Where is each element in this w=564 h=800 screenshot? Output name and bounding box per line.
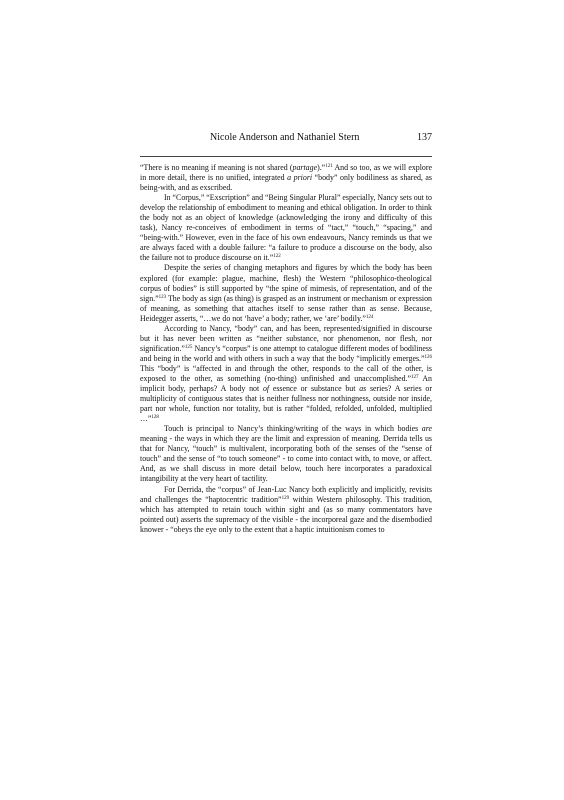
text-run: series? A series or multiplicity of contiguous states that is neither fullness nor nothingness, outside nor inside, part nor whole, function nor totality, but is rather “folded, refolded, unfolded, multiplied …” bbox=[140, 384, 432, 424]
text-run: within Western philosophy. This tradition, which has attempted to retain touch within sight and (as so many commentators have pointed out) asserts the supremacy of the visible - the incorporeal gaze and the disembodied knower - “obeys the eye only to the extent that a haptic intuitionism comes to bbox=[140, 494, 432, 534]
text-run: Despite the series of changing metaphors and figures by which the body has been explored (for example: plague, machine, flesh) the Western “philosophico-theological corpus of bodies” is still supported by “the spine of mimesis, of representation, and of the sign.” bbox=[140, 263, 432, 303]
footnote-ref: 128 bbox=[151, 415, 159, 421]
footnote-ref: 129 bbox=[281, 495, 290, 501]
text-run: ).” bbox=[317, 163, 326, 172]
running-head: Nicole Anderson and Nathaniel Stern bbox=[210, 132, 360, 143]
paragraph bbox=[140, 324, 432, 424]
text-run: An implicit body, perhaps? A body not bbox=[140, 373, 432, 394]
paragraph bbox=[140, 263, 432, 323]
text-run: This “body” is “affected in and through the other, responds to the call of the other, is exposed to the other, as something (no-thing) unfinished and unaccomplished.” bbox=[140, 363, 432, 383]
footnote-ref: 125 bbox=[184, 344, 193, 350]
paragraph bbox=[140, 193, 432, 263]
text-run: According to Nancy, “body” can, and has been, represented/signified in discourse but it has never been written as “neither substance, nor phenomenon, nor flesh, nor signification.” bbox=[140, 323, 432, 353]
page-header bbox=[140, 132, 432, 148]
header-rule bbox=[140, 156, 432, 157]
text-run: Touch is principal to Nancy’s thinking/writing of the ways in which bodies bbox=[164, 424, 422, 434]
footnote-ref: 121 bbox=[325, 164, 333, 169]
text-run: essence or substance but bbox=[269, 384, 360, 394]
paragraph bbox=[140, 424, 432, 484]
text-run: In “Corpus,” “Exscription” and “Being Singular Plural” especially, Nancy sets out to develop the relationship of embodiment to meaning and ethical obligation. In order to think the body not as an object of knowledge (acknowledging the irony and difficulty of this task), Nancy re-conceives of embodiment in terms of “tact,” “touch,” “spacing,” and “being-with.” However, even in the face of his own endeavours, Nancy reminds us that we are always faced with a double failure: “a failure to produce a discourse on the body, also the failure not to produce discourse on it.” bbox=[140, 193, 432, 263]
italic-text: of bbox=[262, 384, 270, 394]
footnote-ref: 126 bbox=[424, 354, 432, 360]
italic-text: a priori bbox=[287, 173, 313, 183]
page-number: 137 bbox=[417, 132, 432, 143]
italic-text: as bbox=[359, 384, 367, 394]
text-run: And so too, as we will explore in more detail, there is no unified, integrated bbox=[140, 163, 432, 183]
body-text bbox=[140, 163, 432, 535]
italic-text: partage bbox=[292, 163, 318, 172]
italic-text: are bbox=[421, 424, 432, 434]
text-run: “body” only bodiliness as shared, as being-with, and as exscribed. bbox=[140, 173, 432, 193]
paragraph bbox=[140, 485, 432, 535]
footnote-ref: 122 bbox=[273, 254, 281, 260]
text-run: “There is no meaning if meaning is not shared ( bbox=[140, 163, 293, 172]
text-run: The body as sign (as thing) is grasped as an instrument or mechanism or expression of meaning, as something that attaches itself to sense rather than as sense. Because, Heidegger asserts, “…we do not ‘have’ a body; rather, we ‘are’ bodily.” bbox=[140, 293, 432, 323]
footnote-ref: 127 bbox=[411, 374, 419, 380]
text-run: For Derrida, the “corpus” of Jean-Luc Nancy both explicitly and implicitly, revisits and challenges the “haptocentric tradition” bbox=[140, 484, 432, 504]
text-run: Nancy’s “corpus” is one attempt to catalogue different modes of bodiliness and being in the world and with others in such a way that the body “implicitly emerges.” bbox=[140, 343, 432, 363]
paragraph bbox=[140, 163, 432, 193]
footnote-ref: 123 bbox=[158, 294, 167, 300]
text-run: meaning - the ways in which they are the limit and expression of meaning. Derrida tells us that for Nancy, “touch” is multivalent, incorporating both of the senses of the “sense of touch” and the sense of “to touch someone” - to come into contact with, to move, or affect. And, as we shall discuss in more detail below, touch here incorporates a paradoxical intangibility at the very heart of tactility. bbox=[140, 434, 432, 484]
footnote-ref: 124 bbox=[365, 314, 374, 320]
